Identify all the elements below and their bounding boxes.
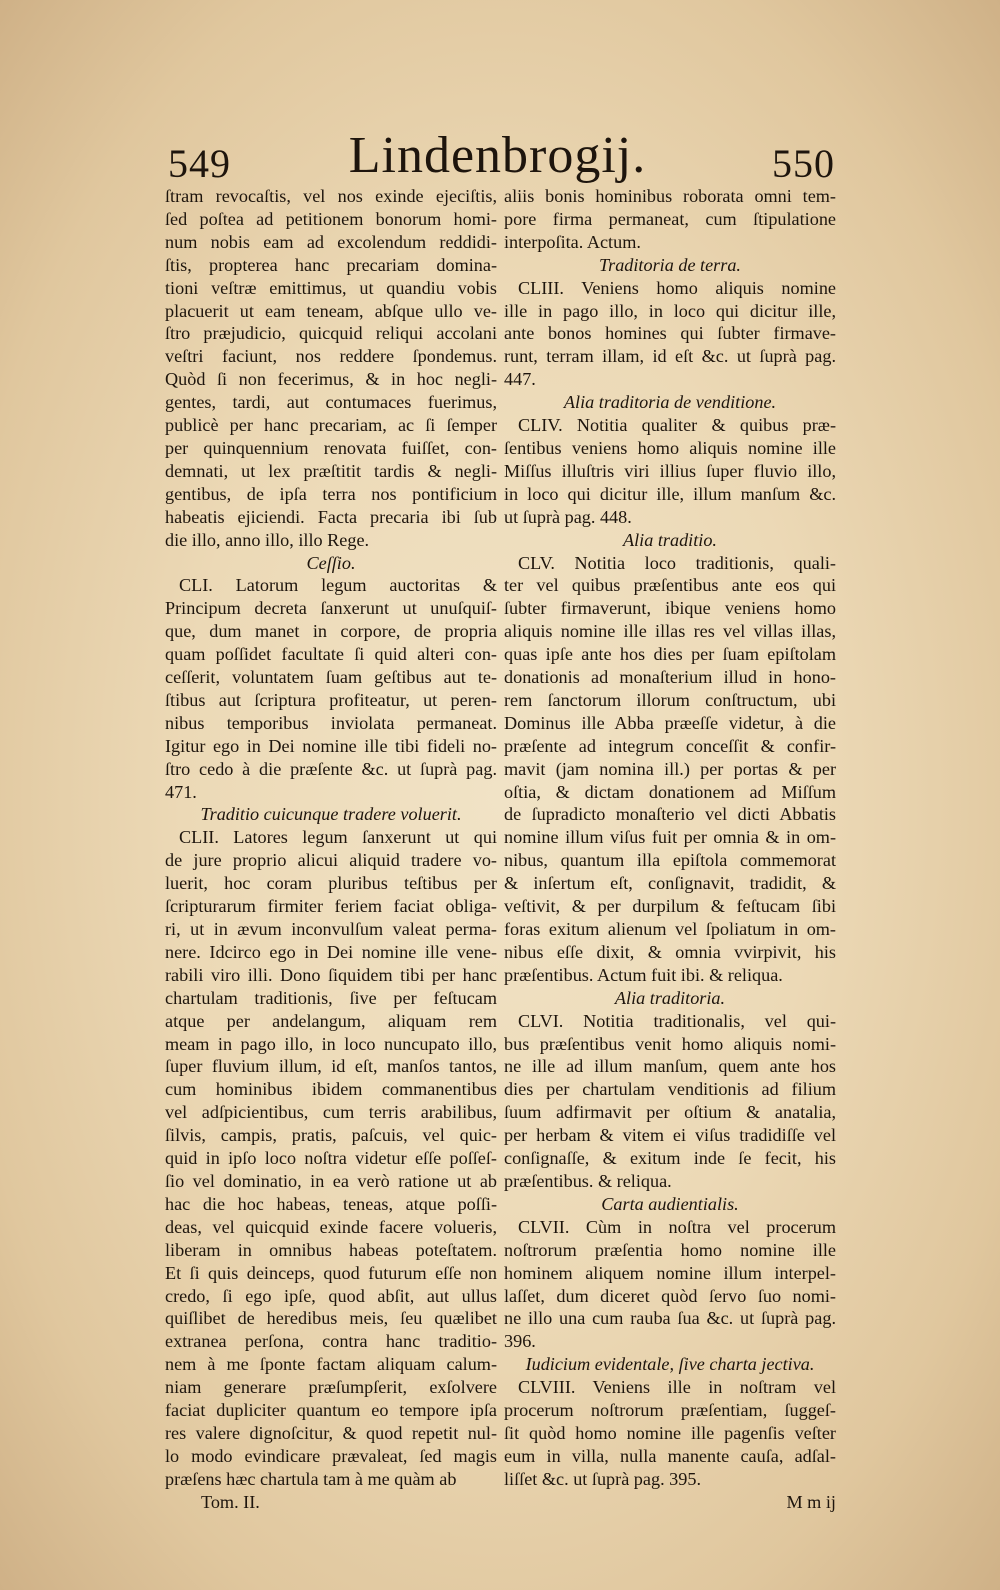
- running-header: [160, 126, 835, 188]
- text-line: gentibus, de ipſa terra nos pontificium: [165, 483, 497, 504]
- text-line: nibus, quantum illa epiſtola commemorat: [504, 850, 836, 871]
- text-line: ſio vel dominatio, in ea verò ratione ut ab: [165, 1170, 497, 1191]
- text-line: ille in pago illo, in loco qui dicitur ille,: [504, 300, 836, 321]
- text-line: CLI. Latorum legum auctoritas &: [179, 575, 497, 596]
- running-title: Lindenbrogij.: [348, 127, 647, 184]
- text-line: præſentibus. & reliqua.: [504, 1170, 672, 1191]
- text-line: Miſſus illuſtris viri illius ſuper fluvio illo,: [504, 460, 836, 481]
- text-line: ſentibus veniens homo aliquis nomine ille: [504, 437, 836, 458]
- text-line: nere. Idcirco ego in Dei nomine ille vene-: [165, 941, 497, 962]
- text-line: nibus eſſe dixit, & omnia vvirpivit, his: [504, 941, 836, 962]
- text-line: deas, vel quicquid exinde facere volueris,: [165, 1216, 497, 1237]
- text-line: ceſſerit, voluntatem ſuam geſtibus aut te-: [165, 667, 497, 688]
- text-line: conſignaſſe, & exitum inde ſe fecit, his: [504, 1148, 836, 1169]
- text-line: ſcripturarum firmiter feriem faciat obliga-: [165, 896, 497, 917]
- text-line: & inſertum eſt, conſignavit, tradidit, &: [504, 873, 836, 894]
- text-line: faciat dupliciter quantum eo tempore ipſa: [165, 1400, 497, 1421]
- text-line: 471.: [165, 781, 197, 802]
- text-line: oſtia, & dictam donationem ad Miſſum: [504, 781, 836, 802]
- text-line: ſtis, propterea hanc precariam domina-: [165, 254, 497, 275]
- left-text-column: [165, 185, 497, 1514]
- text-line: aliquis nomine ille illas res vel villas illas,: [504, 621, 836, 642]
- text-line: CLVI. Notitia traditionalis, vel qui-: [518, 1010, 836, 1031]
- text-line: præſente ad integrum conceſſit & confir-: [504, 735, 836, 756]
- text-line: CLII. Latores legum ſanxerunt ut qui: [179, 827, 497, 848]
- left-page-number: 549: [168, 141, 231, 186]
- text-line: habeatis ejiciendi. Facta precaria ibi ſub: [165, 506, 497, 527]
- text-line: Principum decreta ſanxerunt ut unuſquiſ-: [165, 598, 497, 619]
- text-line: que, dum manet in corpore, de propria: [165, 621, 497, 642]
- text-line: extranea perſona, contra hanc traditio-: [165, 1331, 497, 1352]
- text-line: vel adſpicientibus, cum terris arabilibus,: [165, 1102, 497, 1123]
- text-line: liberam in omnibus habeas poteſtatem.: [165, 1239, 497, 1260]
- text-line: gentes, tardi, aut contumaces fuerimus,: [165, 392, 497, 413]
- text-line: demnati, ut lex præſtitit tardis & negli-: [165, 460, 497, 481]
- text-line: meam in pago illo, in loco nuncupato illo,: [165, 1033, 497, 1054]
- text-line: veſtri faciunt, nos reddere ſpondemus.: [165, 346, 497, 367]
- text-line: præſentibus. Actum fuit ibi. & reliqua.: [504, 964, 783, 985]
- text-line: veſtivit, & per durpilum & feſtucam ſibi: [504, 896, 836, 917]
- text-line: per quinquennium renovata fuiſſet, con-: [165, 437, 497, 458]
- text-line: 447.: [504, 369, 536, 390]
- text-line: Et ſi quis deinceps, quod futurum eſſe non: [165, 1262, 497, 1283]
- text-line: quas ipſe ante hos dies per ſuam epiſtolam: [504, 644, 836, 665]
- text-line: Igitur ego in Dei nomine ille tibi fideli no-: [165, 735, 497, 756]
- text-line: ri, ut in ævum inconvulſum valeat perma-: [165, 919, 497, 939]
- text-line: præſens hæc chartula tam à me quàm ab: [165, 1468, 457, 1489]
- text-line: CLV. Notitia loco traditionis, quali-: [518, 552, 836, 573]
- text-line: Quòd ſi non fecerimus, & in hoc negli-: [165, 369, 497, 390]
- text-line: procerum noſtrorum præſentiam, ſuggeſ-: [504, 1400, 836, 1421]
- text-line: quam poſſidet facultate ſi quid alteri con-: [165, 644, 497, 665]
- text-line: ſilvis, campis, pratis, paſcuis, vel quic-: [165, 1125, 497, 1146]
- signature-mark: M m ij: [786, 1491, 836, 1512]
- text-line: laſſet, dum diceret quòd ſervo ſuo nomi-: [504, 1285, 836, 1306]
- text-line: dies per chartulam venditionis ad filium: [504, 1079, 836, 1100]
- right-page-number: 550: [772, 141, 835, 186]
- text-line: niam generare præſumpſerit, exſolvere: [165, 1377, 497, 1398]
- text-line: ſuum adfirmavit per oſtium & anatalia,: [504, 1102, 836, 1123]
- text-line: CLIII. Veniens homo aliquis nomine: [518, 277, 836, 298]
- section-heading: Ceſſio.: [306, 552, 356, 573]
- text-line: ſed poſtea ad petitionem bonorum homi-: [165, 208, 497, 229]
- text-line: atque per andelangum, aliquam rem: [165, 1010, 497, 1031]
- text-line: Dominus ille Abba præeſſe videtur, à die: [504, 712, 836, 733]
- text-line: ſuper fluvium illum, id eſt, manſos tantos,: [165, 1056, 497, 1077]
- text-line: res valere dignoſcitur, & quod repetit nul-: [165, 1422, 497, 1443]
- text-line: per herbam & vitem ei viſus tradidiſſe vel: [504, 1125, 836, 1146]
- text-line: die illo, anno illo, illo Rege.: [165, 529, 370, 550]
- text-line: ſtro cedo à die præſente &c. ut ſuprà pag.: [165, 758, 497, 779]
- text-line: CLVII. Cùm in noſtra vel procerum: [518, 1216, 836, 1237]
- text-line: interpoſita. Actum.: [504, 231, 641, 252]
- text-line: luerit, hoc coram pluribus teſtibus per: [165, 873, 497, 894]
- text-line: de ſupradicto monaſterio vel dicti Abbatis: [504, 804, 836, 825]
- right-text-column: [504, 185, 836, 1514]
- text-line: CLVIII. Veniens ille in noſtram vel: [518, 1377, 836, 1398]
- text-line: hac die hoc habeas, teneas, atque poſſi-: [165, 1193, 497, 1214]
- text-line: ſtro præjudicio, quicquid reliqui accolani: [165, 323, 497, 344]
- text-line: rabili viro illi. Dono ſiquidem tibi per hanc: [165, 964, 497, 985]
- section-heading: Traditio cuicunque tradere voluerit.: [200, 804, 462, 825]
- text-line: eum in villa, nulla manente cauſa, adſal-: [504, 1445, 836, 1466]
- text-line: pore firma permaneat, cum ſtipulatione: [504, 208, 836, 229]
- text-line: rem ſanctorum illorum conſtructum, ubi: [504, 689, 836, 710]
- section-heading: Alia traditoria de venditione.: [563, 392, 777, 413]
- text-line: cum hominibus ibidem commanentibus: [165, 1079, 497, 1100]
- text-line: nomine illum viſus fuit per omnia & in om-: [504, 827, 836, 848]
- text-line: ſubter firmaverunt, ibique veniens homo: [504, 598, 836, 619]
- text-line: ne illo una cum rauba ſua &c. ut ſuprà pag.: [504, 1308, 836, 1329]
- section-heading: Alia traditio.: [623, 529, 717, 550]
- text-line: liſſet &c. ut ſuprà pag. 395.: [504, 1468, 701, 1489]
- text-line: ſit quòd homo nomine ille pagenſis veſter: [504, 1422, 836, 1443]
- text-line: ſtibus aut ſcriptura profiteatur, ut peren-: [165, 689, 497, 710]
- text-line: foras exitum alienum vel ſpoliatum in om-: [504, 919, 836, 939]
- text-line: mavit (jam nomina ill.) per portas & per: [504, 758, 836, 779]
- section-heading: Traditoria de terra.: [599, 254, 741, 275]
- text-line: aliis bonis hominibus roborata omni tem-: [504, 186, 836, 206]
- text-line: ut ſuprà pag. 448.: [504, 506, 632, 527]
- section-heading: Iudicium evidentale, ſive charta jectiva.: [525, 1354, 815, 1375]
- text-line: de jure proprio alicui aliquid tradere vo-: [165, 850, 497, 871]
- text-line: chartulam traditionis, ſive per feſtucam: [165, 987, 497, 1008]
- volume-marker: Tom. II.: [201, 1491, 260, 1512]
- text-line: hominem aliquem nomine illum interpel-: [504, 1262, 836, 1283]
- text-line: quid in ipſo loco noſtra videtur eſſe poſſeſ-: [165, 1148, 497, 1169]
- text-line: publicè per hanc precariam, ac ſi ſemper: [165, 415, 497, 436]
- text-line: nibus temporibus inviolata permaneat.: [165, 712, 497, 733]
- text-line: placuerit ut eam teneam, abſque ullo ve-: [165, 300, 497, 321]
- text-line: ante bonos homines qui ſubter firmave-: [504, 323, 836, 344]
- text-line: ter vel quibus præſentibus ante eos qui: [504, 575, 836, 596]
- text-line: bus præſentibus venit homo aliquis nomi-: [504, 1033, 836, 1054]
- text-line: CLIV. Notitia qualiter & quibus præ-: [518, 415, 836, 436]
- section-heading: Alia traditoria.: [614, 987, 726, 1008]
- text-line: ſtram revocaſtis, vel nos exinde ejeciſtis,: [165, 186, 497, 206]
- text-line: donationis ad monaſterium illud in hono-: [504, 667, 836, 688]
- text-line: credo, ſi ego ipſe, quod abſit, aut ullus: [165, 1285, 497, 1306]
- text-line: quiſlibet de heredibus meis, ſeu quælibet: [165, 1308, 497, 1329]
- text-line: runt, terram illam, id eſt &c. ut ſuprà pag.: [504, 346, 836, 367]
- text-line: noſtrorum præſentia homo nomine ille: [504, 1239, 836, 1260]
- text-line: in loco qui dicitur ille, illum manſum &c.: [504, 483, 836, 504]
- text-line: nem à me ſponte factam aliquam calum-: [165, 1354, 497, 1375]
- text-line: ne ille ad illum manſum, quem ante hos: [504, 1056, 836, 1077]
- text-line: tioni veſtræ emittimus, ut quandiu vobis: [165, 277, 497, 298]
- text-line: 396.: [504, 1331, 536, 1352]
- section-heading: Carta audientialis.: [601, 1193, 739, 1214]
- text-line: num nobis eam ad excolendum reddidi-: [165, 231, 497, 252]
- text-line: lo modo evindicare prævaleat, ſed magis: [165, 1445, 497, 1466]
